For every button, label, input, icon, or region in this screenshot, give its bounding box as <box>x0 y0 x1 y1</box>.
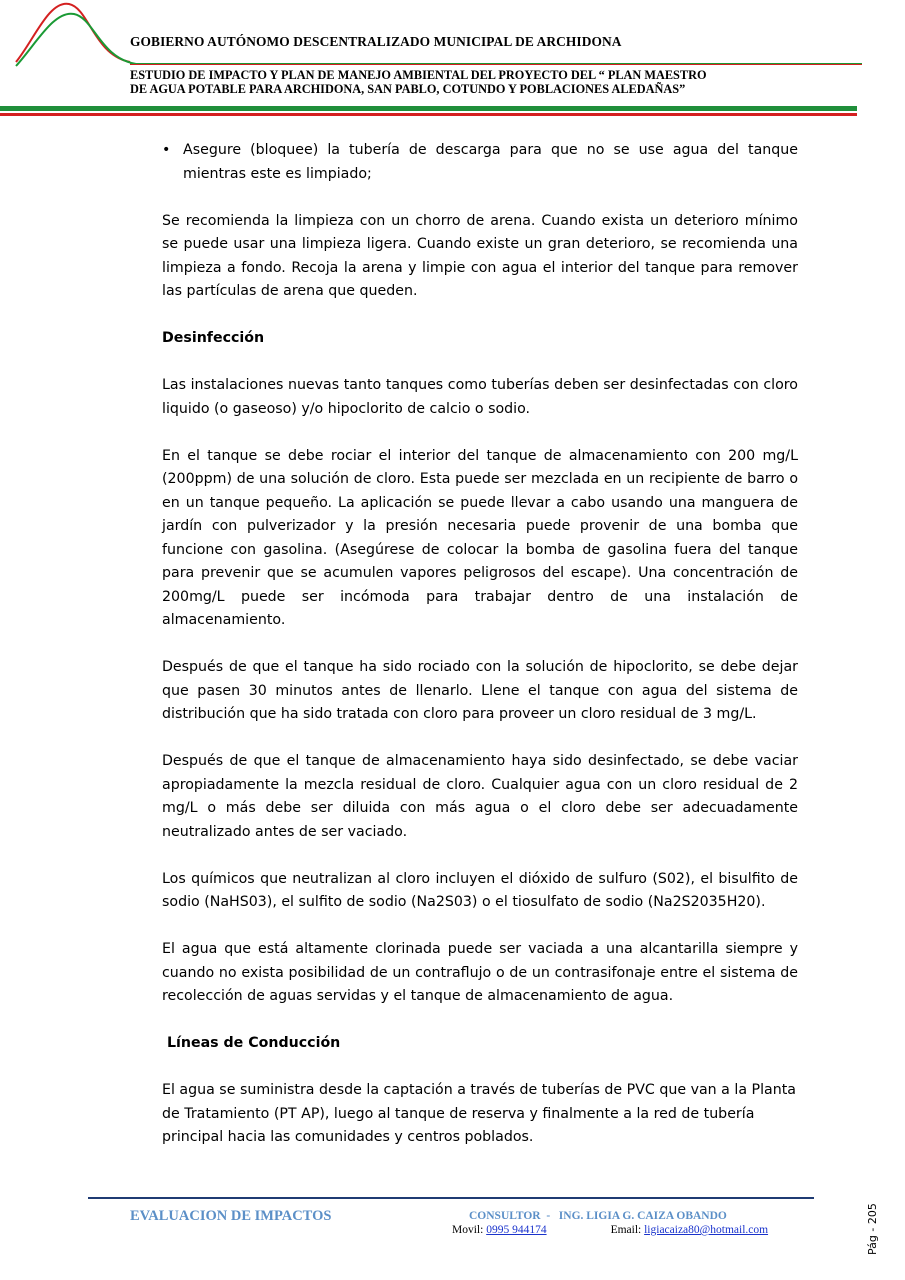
bullet-icon: • <box>162 142 171 158</box>
paragraph-limpieza: Se recomienda la limpieza con un chorro de arena. Cuando exista un deterioro mínimo se puede usar una limpieza ligera. Cuando existe un gran deterioro, se recomienda una limpieza a fondo. Recoja la arena y limpie con agua el interior del tanque para remover las partículas de arena que queden. <box>162 212 798 299</box>
municipal-logo-curves <box>14 0 144 70</box>
movil-link[interactable]: 0995 944174 <box>486 1224 547 1236</box>
paragraph-alcantarilla: El agua que está altamente clorinada puede ser vaciada a una alcantarilla siempre y cuando no exista posibilidad de un contraflujo o de un contrasifonaje entre el sistema de recolección de aguas servidas y el tanque de almacenamiento de agua. <box>162 941 798 1004</box>
footer-rule <box>88 1197 814 1199</box>
study-title-line2: DE AGUA POTABLE PARA ARCHIDONA, SAN PABLO, COTUNDO Y POBLACIONES ALEDAÑAS” <box>130 82 686 96</box>
heading-lineas-conduccion: Líneas de Conducción <box>162 1035 341 1051</box>
header-band-red <box>0 113 857 116</box>
study-title-line1: ESTUDIO DE IMPACTO Y PLAN DE MANEJO AMBIENTAL DEL PROYECTO DEL “ PLAN MAESTRO <box>130 68 707 82</box>
footer-consultant: CONSULTOR - ING. LIGIA G. CAIZA OBANDO <box>469 1210 727 1222</box>
paragraph-quimicos: Los químicos que neutralizan al cloro incluyen el dióxido de sulfuro (S02), el bisulfito de sodio (NaHS03), el sulfito de sodio (Na2S03) o el tiosulfato de sodio (Na2S2035H20). <box>162 870 798 910</box>
footer-contact <box>452 1224 768 1236</box>
bullet-text: Asegure (bloquee) la tubería de descarga para que no se use agua del tanque mientras este es limpiado; <box>183 142 798 182</box>
paragraph-instalaciones: Las instalaciones nuevas tanto tanques como tuberías deben ser desinfectadas con cloro liquido (o gaseoso) y/o hipoclorito de calcio o sodio. <box>162 377 798 417</box>
paragraph-rociar: En el tanque se debe rociar el interior del tanque de almacenamiento con 200 mg/L (200ppm) de una solución de cloro. Esta puede ser mezclada en un recipiente de barro o en un tanque pequeño. La aplicación se puede llevar a cabo usando una manguera de jardín con pulverizador y la presión necesaria puede provenir de una bomba que funcione con gasolina. (Asegúrese de colocar la bomba de gasolina fuera del tanque para prevenir que se acumulen vapores peligrosos del escape). Una concentración de 200mg/L puede ser incómoda para trabajar dentro de una instalación de almacenamiento. <box>162 447 798 628</box>
email-link[interactable]: ligiacaiza80@hotmail.com <box>644 1224 769 1236</box>
document-body <box>162 139 798 1173</box>
paragraph-vaciar: Después de que el tanque de almacenamiento haya sido desinfectado, se debe vaciar apropiadamente la mezcla residual de cloro. Cualquier agua con un cloro residual de 2 mg/L o más debe ser diluida con más agua o el cloro debe ser adecuadamente neutralizado antes de ser vaciado. <box>162 753 798 840</box>
movil-label: Movil: <box>452 1224 487 1236</box>
study-title <box>130 68 707 96</box>
institution-title: GOBIERNO AUTÓNOMO DESCENTRALIZADO MUNICIPAL DE ARCHIDONA <box>130 34 622 49</box>
footer-section-title: EVALUACION DE IMPACTOS <box>130 1208 332 1224</box>
paragraph-suministro: El agua se suministra desde la captación a través de tuberías de PVC que van a la Planta de Tratamiento (PT AP), luego al tanque de reserva y finalmente a la red de tubería principal hacia las comunidades y centros poblados. <box>162 1082 796 1145</box>
paragraph-despues-rociado: Después de que el tanque ha sido rociado con la solución de hipoclorito, se debe dejar que pasen 30 minutos antes de llenarlo. Llene el tanque con agua del sistema de distribución que ha sido tratada con cloro para proveer un cloro residual de 3 mg/L. <box>162 659 798 722</box>
bullet-item <box>162 139 798 186</box>
header-rule-thin <box>130 63 862 65</box>
email-label: Email: <box>610 1224 645 1236</box>
heading-desinfeccion: Desinfección <box>162 330 265 346</box>
page-number: Pág - 205 <box>866 1203 879 1255</box>
